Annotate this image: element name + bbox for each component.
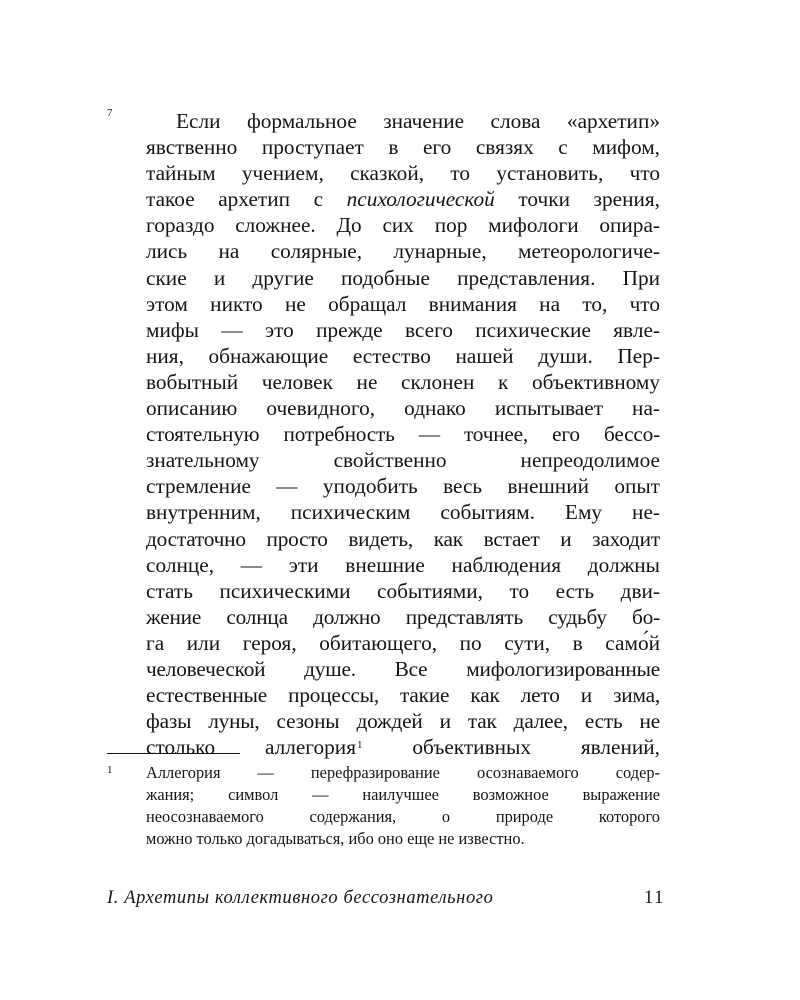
footnote-line: Аллегория — перефразирование осознаваемого содер- (146, 763, 660, 782)
text-line: ские и другие подобные представления. При (146, 265, 660, 290)
text-line (146, 734, 660, 760)
text-segment: столько аллегория (146, 735, 357, 760)
text-line: достаточно просто видеть, как встает и заходит (146, 526, 660, 551)
page-number: 11 (644, 888, 665, 908)
text-line: га или героя, обитающего, по сути, в само́й (146, 630, 660, 655)
paragraph-number: 7 (107, 107, 113, 119)
text-line: стоятельную потребность — точнее, его бессо- (146, 422, 660, 447)
text-line: стать психическими событиями, то есть дви- (146, 578, 660, 603)
main-text (146, 108, 660, 760)
text-line: знательному свойственно непреодолимое (146, 448, 660, 473)
text-line: гораздо сложнее. До сих пор мифологи опира- (146, 213, 660, 238)
text-line: стремление — уподобить весь внешний опыт (146, 474, 660, 499)
text-line: солнце, — эти внешние наблюдения должны (146, 552, 660, 577)
running-title: I. Архетипы коллективного бессознательного (107, 888, 494, 908)
footnote-mark: 1 (107, 764, 113, 776)
footnote-line: жания; символ — наилучшее возможное выражение (146, 785, 660, 804)
emphasized-word: психологической (346, 187, 495, 212)
text-line: описанию очевидного, однако испытывает на- (146, 396, 660, 421)
text-line: человеческой душе. Все мифологизированные (146, 656, 660, 681)
text-line: жение солнца должно представлять судьбу бо- (146, 604, 660, 629)
footnote-separator (107, 753, 240, 754)
text-line: явственно проступает в его связях с мифом, (146, 135, 660, 160)
text-line: лись на солярные, лунарные, метеорологиче- (146, 239, 660, 264)
text-segment: объективных явлений, (362, 735, 661, 760)
text-line: внутренним, психическим событиям. Ему не- (146, 500, 660, 525)
text-segment: точки зрения, (494, 187, 660, 212)
footnote-reference: 1 (357, 739, 363, 752)
text-line: этом никто не обращал внимания на то, что (146, 291, 660, 316)
text-line: Если формальное значение слова «архетип» (176, 109, 660, 133)
footnote-line: неосознаваемого содержания, о природе которого (146, 807, 660, 826)
text-line: тайным учением, сказкой, то установить, что (146, 161, 660, 186)
text-line (146, 186, 660, 212)
text-segment: такое архетип с (146, 187, 347, 212)
text-line: естественные процессы, такие как лето и зима, (146, 683, 660, 708)
text-line: фазы луны, сезоны дождей и так далее, есть не (146, 709, 660, 734)
footnote-text (146, 762, 660, 850)
text-line: мифы — это прежде всего психические явле- (146, 317, 660, 342)
text-line: вобытный человек не склонен к объективному (146, 369, 660, 394)
footnote-line: можно только догадываться, ибо оно еще не известно. (146, 829, 525, 848)
text-line: ния, обнажающие естество нашей души. Пер- (146, 343, 660, 368)
